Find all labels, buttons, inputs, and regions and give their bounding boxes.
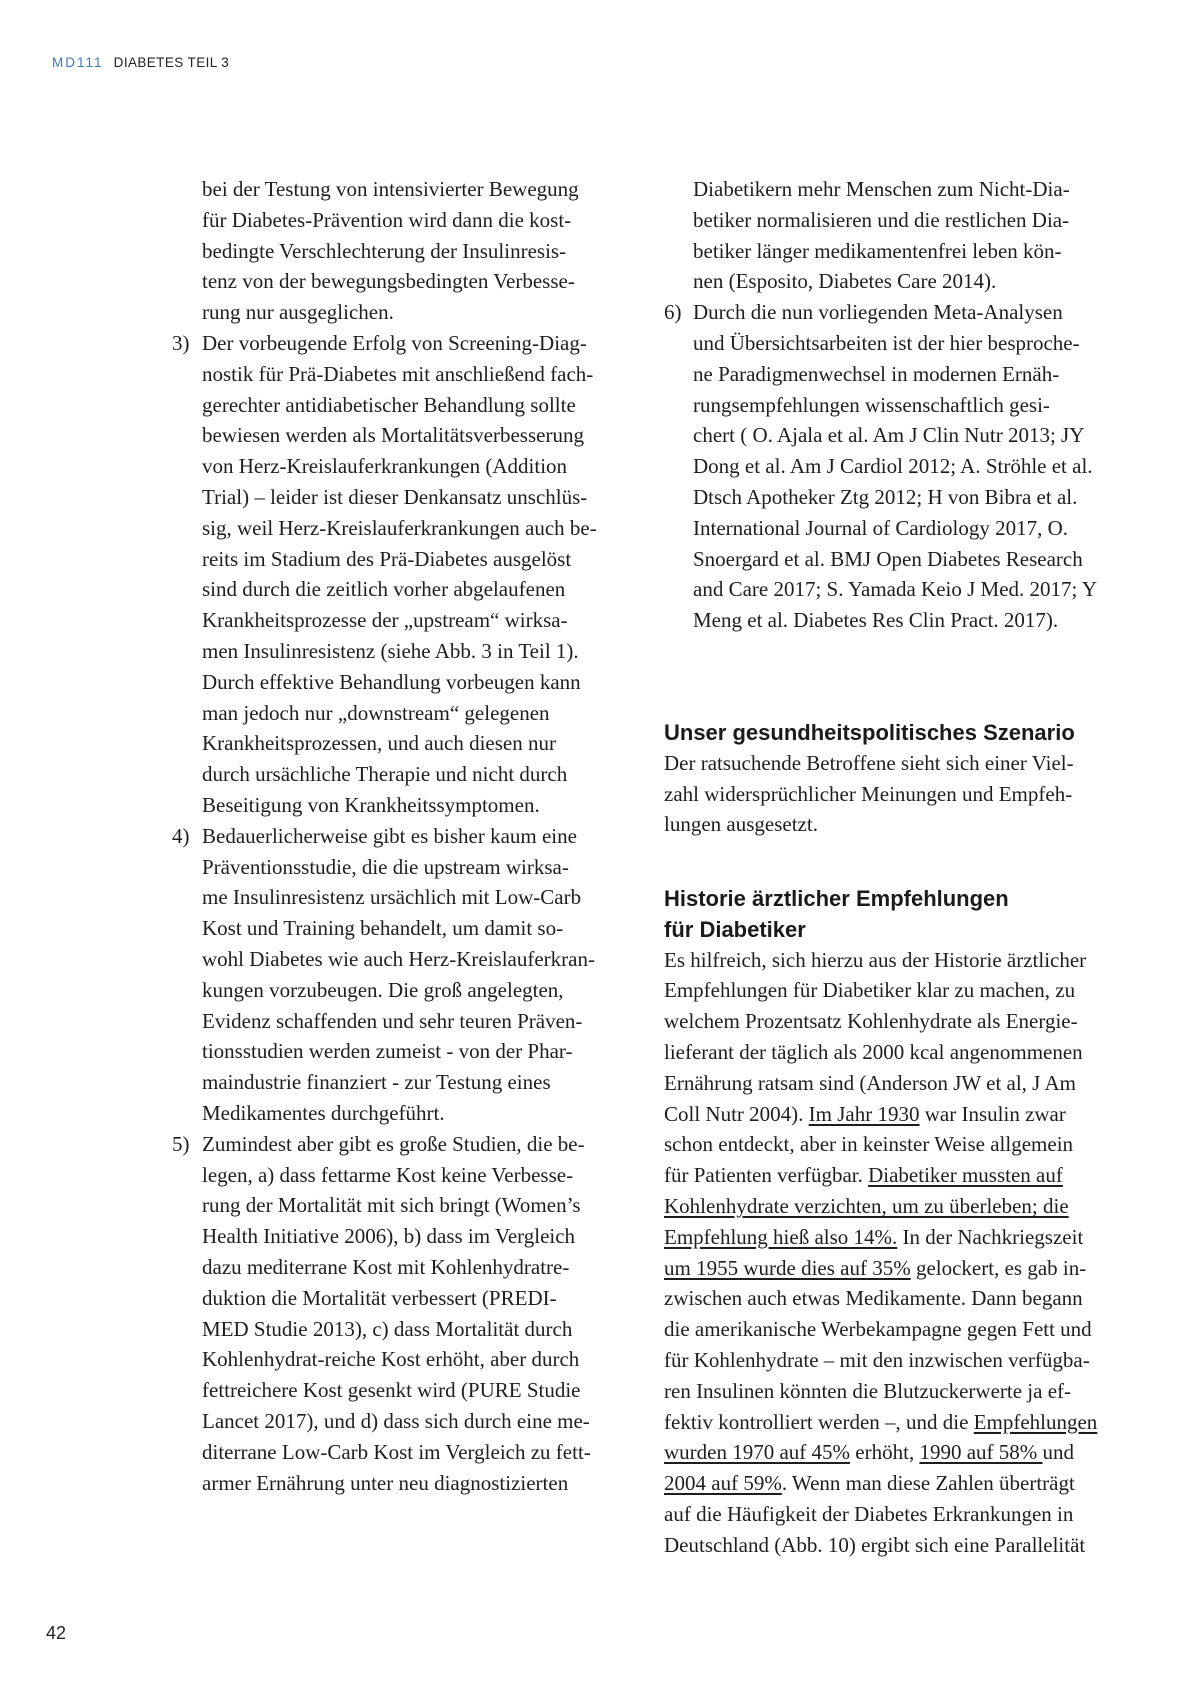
text-line: Der vorbeugende Erfolg von Screening-Diag- xyxy=(202,331,587,355)
text-line: Meng et al. Diabetes Res Clin Pract. 2017). xyxy=(693,608,1059,633)
text-span: Es hilfreich, sich hierzu aus der Historie ärztlicher xyxy=(664,947,1087,972)
text-line: Diabetikern mehr Menschen zum Nicht-Dia- xyxy=(693,177,1070,201)
text-line: armer Ernährung unter neu diagnostizierten xyxy=(202,1470,569,1495)
text-span: gelockert, es gab in- xyxy=(910,1255,1087,1280)
text-line: me Insulinresistenz ursächlich mit Low-Carb xyxy=(202,885,582,910)
text-line: Kost und Training behandelt, um damit so- xyxy=(202,916,564,941)
text-line: Dtsch Apotheker Ztg 2012; H von Bibra et al. xyxy=(693,485,1078,509)
text-line: Lancet 2017), und d) dass sich durch eine me- xyxy=(202,1409,590,1433)
text-line: men Insulinresistenz (siehe Abb. 3 in Teil 1). xyxy=(202,639,579,663)
text-line xyxy=(664,1252,1086,1285)
text-line: Health Initiative 2006), b) dass im Vergleich xyxy=(202,1224,576,1249)
text-line: and Care 2017; S. Yamada Keio J Med. 2017; Y xyxy=(693,577,1098,602)
text-line: Der ratsuchende Betroffene sieht sich einer Viel- xyxy=(664,750,1074,775)
underlined-text: 1990 auf 58% xyxy=(919,1440,1043,1465)
text-line: MED Studie 2013), c) dass Mortalität durch xyxy=(202,1316,573,1341)
text-line xyxy=(664,1005,1078,1038)
section-heading: Historie ärztlicher Empfehlungen xyxy=(664,886,1009,911)
text-line xyxy=(664,1159,1063,1192)
text-line xyxy=(664,1313,1092,1346)
text-line xyxy=(664,1406,1097,1439)
text-line xyxy=(664,974,1075,1007)
text-line: bedingte Verschlechterung der Insulinresis- xyxy=(202,238,567,263)
underlined-text: wurden 1970 auf 45% xyxy=(664,1440,851,1465)
text-line: Durch effektive Behandlung vorbeugen kann xyxy=(202,669,581,694)
text-line: und Übersichtsarbeiten ist der hier besproche- xyxy=(693,331,1080,355)
text-span: für Patienten verfügbar. xyxy=(664,1163,869,1188)
text-span: Coll Nutr 2004). xyxy=(664,1101,809,1126)
text-span: In der Nachkriegszeit xyxy=(897,1224,1084,1249)
text-line xyxy=(664,1221,1083,1254)
text-line: Präventionsstudie, die die upstream wirksa- xyxy=(202,854,569,879)
text-line: chert ( O. Ajala et al. Am J Clin Nutr 2013; JY xyxy=(693,423,1085,448)
text-span: schon entdeckt, aber in keinster Weise allgemein xyxy=(664,1132,1074,1157)
text-line: Medikamentes durchgeführt. xyxy=(202,1101,445,1125)
text-line: Beseitigung von Krankheitssymptomen. xyxy=(202,793,540,817)
text-line: nostik für Prä-Diabetes mit anschließend fach- xyxy=(202,361,594,386)
text-line xyxy=(664,1375,1071,1408)
text-line xyxy=(664,1529,1085,1562)
text-line: von Herz-Kreislauferkrankungen (Addition xyxy=(202,454,568,479)
text-line: betiker länger medikamentenfrei leben kön- xyxy=(693,238,1062,263)
list-number: 4) xyxy=(172,823,190,848)
text-line xyxy=(664,1498,1073,1531)
text-line: kungen vorzubeugen. Die groß angelegten, xyxy=(202,977,564,1002)
text-line xyxy=(664,1036,1083,1069)
text-line: tionsstudien werden zumeist - von der Phar- xyxy=(202,1039,573,1064)
text-line xyxy=(664,1344,1090,1377)
text-line: ne Paradigmenwechsel in modernen Ernäh- xyxy=(693,361,1060,386)
page-number: 42 xyxy=(46,1623,67,1643)
underlined-text: Im Jahr 1930 xyxy=(808,1101,920,1126)
text-span: auf die Häufigkeit der Diabetes Erkrankungen in xyxy=(664,1502,1074,1526)
list-number: 5) xyxy=(172,1131,190,1156)
text-line: rung nur ausgeglichen. xyxy=(202,300,394,325)
text-line xyxy=(664,1282,1083,1315)
text-line: bei der Testung von intensivierter Bewegung xyxy=(202,177,579,201)
text-span: für Kohlenhydrate – mit den inzwischen verfügba- xyxy=(664,1348,1090,1372)
text-span: Ernährung ratsam sind (Anderson JW et al, J Am xyxy=(664,1070,1076,1095)
text-line: Kohlenhydrat-reiche Kost erhöht, aber durch xyxy=(202,1347,580,1372)
text-line: für Diabetes-Prävention wird dann die kost- xyxy=(202,207,572,232)
text-line xyxy=(664,1098,1066,1131)
running-header xyxy=(52,55,229,70)
text-line: Zumindest aber gibt es große Studien, die be- xyxy=(202,1131,585,1156)
section-heading: für Diabetiker xyxy=(664,916,806,942)
underlined-text: Kohlenhydrate verzichten, um zu überleben; die xyxy=(664,1194,1069,1218)
text-line: rung der Mortalität mit sich bringt (Women’s xyxy=(202,1193,581,1218)
text-span: lieferant der täglich als 2000 kcal angenommenen xyxy=(664,1040,1083,1064)
underlined-text: um 1955 wurde dies auf 35% xyxy=(664,1255,911,1280)
text-line: Krankheitsprozessen, und auch diesen nur xyxy=(202,731,556,756)
text-line: fettreichere Kost gesenkt wird (PURE Studie xyxy=(202,1378,581,1403)
text-line: betiker normalisieren und die restlichen Dia- xyxy=(693,207,1070,232)
journal-code: MD111 xyxy=(52,55,104,70)
list-number: 6) xyxy=(664,300,682,325)
text-line: sig, weil Herz-Kreislauferkrankungen auch be- xyxy=(202,515,597,540)
text-line: reits im Stadium des Prä-Diabetes ausgelöst xyxy=(202,546,572,571)
text-span: erhöht, xyxy=(850,1440,920,1465)
text-line: man jedoch nur „downstream“ gelegenen xyxy=(202,700,550,725)
text-line: lungen ausgesetzt. xyxy=(664,812,818,837)
underlined-text: 2004 auf 59% xyxy=(664,1471,782,1496)
text-line: Dong et al. Am J Cardiol 2012; A. Ströhle et al. xyxy=(693,454,1093,479)
text-line: bewiesen werden als Mortalitätsverbesserung xyxy=(202,423,584,448)
underlined-text: Diabetiker mussten auf xyxy=(868,1163,1063,1188)
text-line: Krankheitsprozesse der „upstream“ wirksa- xyxy=(202,608,568,633)
text-line xyxy=(664,944,1086,977)
text-line: dazu mediterrane Kost mit Kohlenhydratre- xyxy=(202,1255,570,1279)
text-line: diterrane Low-Carb Kost im Vergleich zu fett- xyxy=(202,1439,591,1464)
text-line: nen (Esposito, Diabetes Care 2014). xyxy=(693,269,997,294)
text-span: ren Insulinen könnten die Blutzuckerwerte ja ef- xyxy=(664,1378,1072,1403)
text-line: sind durch die zeitlich vorher abgelaufenen xyxy=(202,577,566,602)
text-span: welchem Prozentsatz Kohlenhydrate als Energie- xyxy=(664,1009,1078,1034)
text-line: zahl widersprüchlicher Meinungen und Empfeh- xyxy=(664,781,1073,806)
text-span: und xyxy=(1042,1440,1075,1465)
text-line xyxy=(664,1436,1074,1469)
text-span: . Wenn man diese Zahlen überträgt xyxy=(781,1471,1075,1496)
text-line: wohl Diabetes wie auch Herz-Kreislauferkran- xyxy=(202,947,595,971)
text-span: Deutschland (Abb. 10) ergibt sich eine Parallelität xyxy=(664,1532,1086,1557)
section-title: DIABETES TEIL 3 xyxy=(113,55,230,70)
underlined-text: Empfehlung hieß also 14%. xyxy=(664,1224,898,1249)
text-line xyxy=(664,1067,1076,1100)
text-line: durch ursächliche Therapie und nicht durch xyxy=(202,762,568,787)
text-span: die amerikanische Werbekampagne gegen Fett und xyxy=(664,1317,1092,1342)
text-line xyxy=(664,1190,1069,1223)
text-span: Empfehlungen für Diabetiker klar zu machen, zu xyxy=(664,978,1076,1003)
text-line xyxy=(664,1467,1075,1500)
text-line xyxy=(664,1128,1073,1161)
text-line: rungsempfehlungen wissenschaftlich gesi- xyxy=(693,392,1050,417)
text-line: Evidenz schaffenden und sehr teuren Präven- xyxy=(202,1008,583,1033)
text-line: Durch die nun vorliegenden Meta-Analysen xyxy=(693,300,1063,325)
text-span: fektiv kontrolliert werden –, und die xyxy=(664,1409,974,1434)
text-line: tenz von der bewegungsbedingten Verbesse- xyxy=(202,269,575,294)
text-line: Bedauerlicherweise gibt es bisher kaum eine xyxy=(202,823,577,848)
text-line: gerechter antidiabetischer Behandlung sollte xyxy=(202,392,576,417)
list-number: 3) xyxy=(172,331,190,355)
text-line: Snoergard et al. BMJ Open Diabetes Research xyxy=(693,546,1083,571)
section-heading: Unser gesundheitspolitisches Szenario xyxy=(664,720,1075,745)
text-span: war Insulin zwar xyxy=(919,1101,1066,1126)
text-line: legen, a) dass fettarme Kost keine Verbesse- xyxy=(202,1162,574,1187)
text-line: maindustrie finanziert - zur Testung eines xyxy=(202,1070,551,1095)
text-line: Trial) – leider ist dieser Denkansatz unschlüs- xyxy=(202,485,588,509)
text-line: duktion die Mortalität verbessert (PREDI- xyxy=(202,1285,557,1310)
underlined-text: Empfehlungen xyxy=(973,1409,1098,1434)
text-span: zwischen auch etwas Medikamente. Dann begann xyxy=(664,1286,1083,1311)
text-line: International Journal of Cardiology 2017, O. xyxy=(693,515,1069,540)
